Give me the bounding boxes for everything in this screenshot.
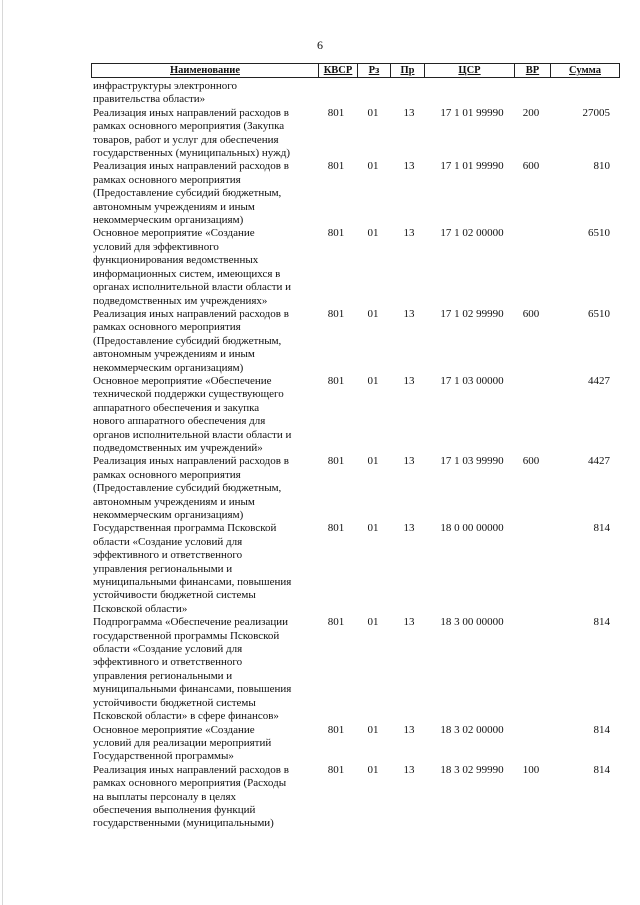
row-name <box>93 308 318 375</box>
row-name-line: автономным учреждениям и иным <box>93 495 255 508</box>
pr-cell: 13 <box>403 106 415 119</box>
vr-cell: 100 <box>522 763 540 776</box>
header-name: Наименование <box>91 64 318 78</box>
csr-cell: 18 3 02 00000 <box>440 723 504 736</box>
table-row <box>0 764 640 831</box>
table-row <box>0 616 640 723</box>
sum-cell: 814 <box>593 763 610 776</box>
vr-cell: 600 <box>522 160 540 173</box>
page-number: 6 <box>317 38 323 52</box>
row-name-line: нового аппаратного обеспечения для <box>93 415 266 428</box>
row-name-line: некоммерческим организациям) <box>93 214 244 227</box>
csr-cell: 18 3 00 00000 <box>440 616 504 629</box>
table-row <box>0 227 640 307</box>
row-name-line: органах исполнительной власти области и <box>93 281 292 294</box>
table-header <box>91 63 620 78</box>
header-kvsr: КВСР <box>318 64 357 78</box>
row-name-line: области «Создание условий для <box>93 643 243 656</box>
kvsr-cell: 801 <box>327 160 345 173</box>
row-name-line: Псковской области» <box>93 602 188 615</box>
row-name-line: правительства области» <box>93 93 206 106</box>
pr-cell: 13 <box>403 455 415 468</box>
row-name-line: устойчивости бюджетной системы <box>93 589 256 602</box>
row-name-line: Реализация иных направлений расходов в <box>93 307 289 320</box>
row-name-line: Реализация иных направлений расходов в <box>93 160 289 173</box>
row-name <box>93 724 318 764</box>
csr-cell: 17 1 01 99990 <box>440 106 504 119</box>
row-name-line: государственными (муниципальными) <box>93 817 274 830</box>
row-name-line: Реализация иных направлений расходов в <box>93 106 289 119</box>
row-name-line: Реализация иных направлений расходов в <box>93 455 289 468</box>
csr-cell: 17 1 02 00000 <box>440 227 504 240</box>
kvsr-cell: 801 <box>327 616 345 629</box>
row-name-line: автономным учреждениям и иным <box>93 348 255 361</box>
row-name-line: эффективного и ответственного <box>93 656 243 669</box>
row-name-line: управления региональными и <box>93 562 233 575</box>
row-name-line: некоммерческим организациям) <box>93 509 244 521</box>
row-name-line: органов исполнительной власти области и <box>93 428 292 441</box>
row-name-line: условий для эффективного <box>93 240 219 253</box>
row-name-line: (Предоставление субсидий бюджетным, <box>93 187 282 200</box>
sum-cell: 4427 <box>588 374 610 387</box>
sum-cell: 814 <box>593 616 610 629</box>
row-name-line: эффективного и ответственного <box>93 549 243 562</box>
row-name <box>93 375 318 455</box>
table-row <box>0 724 640 764</box>
row-name-line: рамках основного мероприятия <box>93 321 241 334</box>
row-name-line: Реализация иных направлений расходов в <box>93 763 289 776</box>
row-name-line: управления региональными и <box>93 669 233 682</box>
pr-cell: 13 <box>403 723 415 736</box>
row-name-line: рамках основного мероприятия (Расходы <box>93 777 287 790</box>
kvsr-cell: 801 <box>327 307 345 320</box>
rz-cell: 01 <box>367 227 379 240</box>
row-name <box>93 522 318 616</box>
row-name-line: государственной программы Псковской <box>93 629 280 642</box>
csr-cell: 17 1 02 99990 <box>440 307 504 320</box>
sum-cell: 810 <box>593 160 610 173</box>
row-name <box>93 80 318 107</box>
row-name <box>93 160 318 227</box>
vr-cell: 600 <box>522 307 540 320</box>
row-name-line: рамках основного мероприятия <box>93 173 241 186</box>
row-name <box>93 227 318 307</box>
csr-cell: 17 1 03 99990 <box>440 455 504 468</box>
row-name-line: Псковской области» в сфере финансов» <box>93 710 279 723</box>
rz-cell: 01 <box>367 307 379 320</box>
pr-cell: 13 <box>403 763 415 776</box>
row-name-line: Подпрограмма «Обеспечение реализации <box>93 616 288 629</box>
rz-cell: 01 <box>367 723 379 736</box>
sum-cell: 814 <box>593 522 610 535</box>
sum-cell: 6510 <box>588 307 610 320</box>
pr-cell: 13 <box>403 227 415 240</box>
row-name-line: области «Создание условий для <box>93 535 243 548</box>
table-row <box>0 107 640 161</box>
row-name-line: подведомственных им учреждений» <box>93 441 263 454</box>
table-row <box>0 160 640 227</box>
sum-cell: 4427 <box>588 455 610 468</box>
vr-cell: 200 <box>522 106 540 119</box>
rz-cell: 01 <box>367 763 379 776</box>
row-name-line: Основное мероприятие «Обеспечение <box>93 374 272 387</box>
row-name-line: технической поддержки существующего <box>93 388 284 401</box>
row-name-line: рамках основного мероприятия <box>93 468 241 481</box>
pr-cell: 13 <box>403 374 415 387</box>
header-sum: Сумма <box>550 64 620 78</box>
row-name-line: товаров, работ и услуг для обеспечения <box>93 133 279 146</box>
row-name-line: Основное мероприятие «Создание <box>93 723 255 736</box>
csr-cell: 17 1 03 00000 <box>440 374 504 387</box>
sum-cell: 27005 <box>582 106 610 119</box>
row-name-line: некоммерческим организациям) <box>93 361 244 374</box>
vr-cell: 600 <box>522 455 540 468</box>
row-name-line: Основное мероприятие «Создание <box>93 227 255 240</box>
pr-cell: 13 <box>403 160 415 173</box>
row-name-line: автономным учреждениям и иным <box>93 200 255 213</box>
row-name <box>93 764 318 831</box>
pr-cell: 13 <box>403 307 415 320</box>
row-name-line: (Предоставление субсидий бюджетным, <box>93 334 282 347</box>
rz-cell: 01 <box>367 106 379 119</box>
kvsr-cell: 801 <box>327 227 345 240</box>
row-name-line: устойчивости бюджетной системы <box>93 696 256 709</box>
kvsr-cell: 801 <box>327 455 345 468</box>
rz-cell: 01 <box>367 616 379 629</box>
header-rz: Рз <box>357 64 390 78</box>
header-pr: Пр <box>390 64 424 78</box>
rz-cell: 01 <box>367 160 379 173</box>
rz-cell: 01 <box>367 374 379 387</box>
pr-cell: 13 <box>403 616 415 629</box>
rz-cell: 01 <box>367 455 379 468</box>
row-name <box>93 107 318 161</box>
csr-cell: 17 1 01 99990 <box>440 160 504 173</box>
row-name-line: государственных (муниципальных) нужд) <box>93 147 290 160</box>
table-row <box>0 308 640 375</box>
table-row <box>0 375 640 455</box>
row-name-line: (Предоставление субсидий бюджетным, <box>93 482 282 495</box>
row-name-line: подведомственных им учреждениях» <box>93 294 268 307</box>
table-row <box>0 455 640 522</box>
row-name-line: муниципальными финансами, повышения <box>93 576 292 589</box>
row-name-line: инфраструктуры электронного <box>93 80 238 92</box>
row-name-line: аппаратного обеспечения и закупка <box>93 401 260 414</box>
row-name-line: муниципальными финансами, повышения <box>93 683 292 696</box>
row-name-line: на выплаты персоналу в целях <box>93 790 237 803</box>
row-name <box>93 616 318 723</box>
header-csr: ЦСР <box>424 64 514 78</box>
table-row <box>0 522 640 616</box>
row-name <box>93 455 318 522</box>
kvsr-cell: 801 <box>327 374 345 387</box>
row-name-line: условий для реализации мероприятий <box>93 736 272 749</box>
row-name-line: функционирования ведомственных <box>93 254 259 267</box>
kvsr-cell: 801 <box>327 723 345 736</box>
csr-cell: 18 3 02 99990 <box>440 763 504 776</box>
row-name-line: Государственной программы» <box>93 750 234 763</box>
sum-cell: 814 <box>593 723 610 736</box>
row-name-line: рамках основного мероприятия (Закупка <box>93 120 285 133</box>
sum-cell: 6510 <box>588 227 610 240</box>
row-name-line: Государственная программа Псковской <box>93 522 277 535</box>
table-body <box>0 80 640 831</box>
rz-cell: 01 <box>367 522 379 535</box>
row-name-line: обеспечения выполнения функций <box>93 803 256 816</box>
csr-cell: 18 0 00 00000 <box>440 522 504 535</box>
row-name-line: информационных систем, имеющихся в <box>93 267 281 280</box>
table-row <box>0 80 640 107</box>
kvsr-cell: 801 <box>327 763 345 776</box>
kvsr-cell: 801 <box>327 522 345 535</box>
header-vr: ВР <box>514 64 550 78</box>
kvsr-cell: 801 <box>327 106 345 119</box>
pr-cell: 13 <box>403 522 415 535</box>
